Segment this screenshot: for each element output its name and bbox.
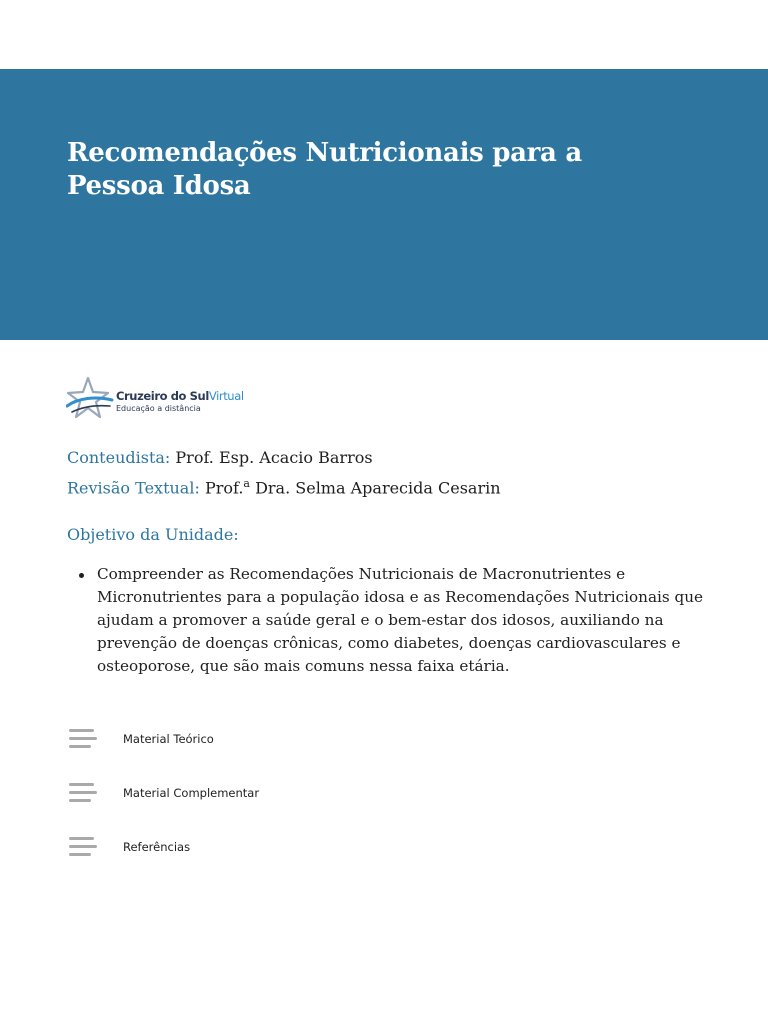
- page-title: Recomendações Nutricionais para a Pessoa Idosa: [67, 138, 582, 201]
- nav-item-material-teorico[interactable]: [67, 727, 367, 753]
- nav-item-referencias[interactable]: [67, 835, 367, 861]
- nav-label: Material Complementar: [123, 786, 260, 800]
- content-author-line: [67, 448, 373, 467]
- text-review-prefix: Prof.: [204, 478, 244, 498]
- text-review-sup: a: [243, 477, 250, 490]
- logo-brand: Cruzeiro do SulVirtual: [116, 389, 244, 403]
- menu-lines-icon: [67, 835, 97, 859]
- logo-tagline: Educação a distância: [116, 404, 201, 413]
- text-review-line: [67, 477, 501, 497]
- header-banner: [0, 69, 768, 340]
- text-review-value: Dra. Selma Aparecida Cesarin: [249, 478, 501, 498]
- star-logo-icon: [66, 376, 114, 420]
- menu-lines-icon: [67, 781, 97, 805]
- objective-item: Compreender as Recomendações Nutricionais de Macronutrientes e Micronutrientes para a população idosa e as Recomendações Nutricionais que ajudam a promover a saúde geral e o bem-estar dos idosos, auxiliando na prevenção de doenças crônicas, como diabetes, doenças cardiovasculares e osteoporose, que são mais comuns nessa faixa etária.: [97, 563, 717, 678]
- nav-item-material-complementar[interactable]: [67, 781, 367, 807]
- content-author-label: Conteudista:: [67, 448, 171, 467]
- cruzeiro-do-sul-logo: [66, 376, 246, 420]
- nav-label: Material Teórico: [123, 732, 214, 746]
- menu-lines-icon: [67, 727, 97, 751]
- objective-list: [67, 563, 717, 678]
- nav-label: Referências: [123, 840, 191, 854]
- content-author-value: Prof. Esp. Acacio Barros: [175, 448, 373, 467]
- objective-heading: Objetivo da Unidade:: [67, 525, 239, 544]
- text-review-label: Revisão Textual:: [67, 478, 200, 498]
